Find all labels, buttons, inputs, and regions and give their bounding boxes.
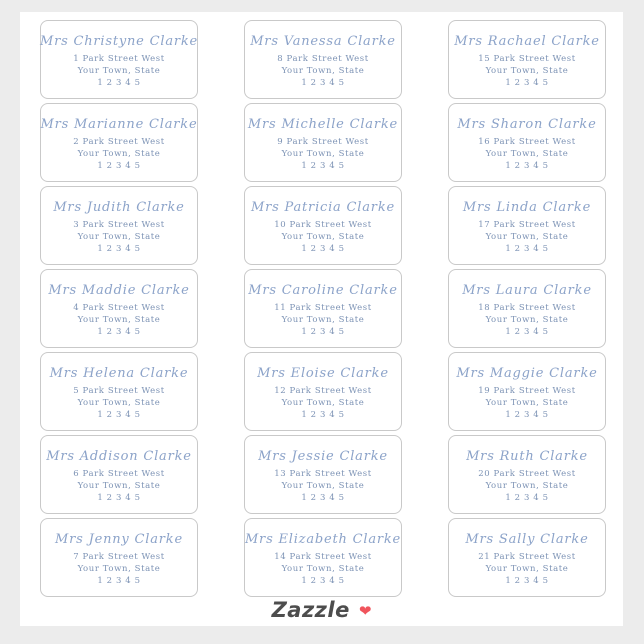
- street-line: 10 Park Street West: [274, 219, 372, 230]
- recipient-name: Mrs Laura Clarke: [462, 282, 592, 298]
- city-line: Your Town, State: [485, 480, 569, 491]
- address-label: [40, 20, 198, 99]
- recipient-name: Mrs Maggie Clarke: [456, 365, 598, 381]
- street-line: 14 Park Street West: [274, 551, 372, 562]
- address-label: [40, 352, 198, 431]
- address-label: [40, 186, 198, 265]
- address-label: [448, 20, 606, 99]
- street-line: 18 Park Street West: [478, 302, 576, 313]
- zip-line: 1 2 3 4 5: [97, 326, 141, 337]
- street-line: 13 Park Street West: [274, 468, 372, 479]
- zip-line: 1 2 3 4 5: [505, 77, 549, 88]
- recipient-name: Mrs Christyne Clarke: [39, 33, 199, 49]
- recipient-name: Mrs Jenny Clarke: [55, 531, 183, 547]
- city-line: Your Town, State: [485, 148, 569, 159]
- street-line: 8 Park Street West: [277, 53, 369, 64]
- city-line: Your Town, State: [77, 480, 161, 491]
- street-line: 6 Park Street West: [73, 468, 165, 479]
- zip-line: 1 2 3 4 5: [301, 575, 345, 586]
- street-line: 3 Park Street West: [73, 219, 165, 230]
- city-line: Your Town, State: [281, 314, 365, 325]
- street-line: 21 Park Street West: [478, 551, 576, 562]
- street-line: 20 Park Street West: [478, 468, 576, 479]
- address-label: [244, 435, 402, 514]
- city-line: Your Town, State: [77, 563, 161, 574]
- label-sheet-grid: [40, 20, 606, 597]
- zip-line: 1 2 3 4 5: [301, 243, 345, 254]
- zip-line: 1 2 3 4 5: [301, 326, 345, 337]
- zip-line: 1 2 3 4 5: [97, 492, 141, 503]
- address-label: [448, 103, 606, 182]
- recipient-name: Mrs Rachael Clarke: [454, 33, 600, 49]
- address-label: [244, 269, 402, 348]
- recipient-name: Mrs Sharon Clarke: [457, 116, 597, 132]
- label-sheet: [20, 12, 623, 626]
- recipient-name: Mrs Addison Clarke: [46, 448, 192, 464]
- address-label: [448, 269, 606, 348]
- address-label: [448, 518, 606, 597]
- city-line: Your Town, State: [281, 148, 365, 159]
- city-line: Your Town, State: [77, 148, 161, 159]
- city-line: Your Town, State: [77, 314, 161, 325]
- zip-line: 1 2 3 4 5: [97, 160, 141, 171]
- recipient-name: Mrs Patricia Clarke: [250, 199, 395, 215]
- city-line: Your Town, State: [281, 65, 365, 76]
- street-line: 7 Park Street West: [73, 551, 165, 562]
- zip-line: 1 2 3 4 5: [505, 409, 549, 420]
- city-line: Your Town, State: [281, 397, 365, 408]
- recipient-name: Mrs Eloise Clarke: [257, 365, 389, 381]
- city-line: Your Town, State: [485, 231, 569, 242]
- zip-line: 1 2 3 4 5: [97, 77, 141, 88]
- address-label: [448, 186, 606, 265]
- zazzle-logo: [20, 598, 623, 622]
- address-label: [40, 103, 198, 182]
- zip-line: 1 2 3 4 5: [97, 243, 141, 254]
- street-line: 15 Park Street West: [478, 53, 576, 64]
- heart-icon: ❤: [358, 601, 372, 620]
- street-line: 4 Park Street West: [73, 302, 165, 313]
- zip-line: 1 2 3 4 5: [301, 409, 345, 420]
- address-label: [244, 20, 402, 99]
- address-label: [448, 352, 606, 431]
- address-label: [244, 186, 402, 265]
- zip-line: 1 2 3 4 5: [505, 575, 549, 586]
- city-line: Your Town, State: [281, 231, 365, 242]
- address-label: [244, 518, 402, 597]
- address-label: [244, 103, 402, 182]
- zip-line: 1 2 3 4 5: [97, 575, 141, 586]
- street-line: 16 Park Street West: [478, 136, 576, 147]
- city-line: Your Town, State: [77, 65, 161, 76]
- recipient-name: Mrs Caroline Clarke: [248, 282, 398, 298]
- recipient-name: Mrs Jessie Clarke: [258, 448, 388, 464]
- street-line: 9 Park Street West: [277, 136, 369, 147]
- street-line: 11 Park Street West: [274, 302, 372, 313]
- city-line: Your Town, State: [485, 314, 569, 325]
- recipient-name: Mrs Vanessa Clarke: [250, 33, 396, 49]
- city-line: Your Town, State: [485, 65, 569, 76]
- address-label: [40, 518, 198, 597]
- zip-line: 1 2 3 4 5: [301, 77, 345, 88]
- city-line: Your Town, State: [485, 563, 569, 574]
- street-line: 17 Park Street West: [478, 219, 576, 230]
- street-line: 1 Park Street West: [73, 53, 165, 64]
- address-label: [40, 435, 198, 514]
- zip-line: 1 2 3 4 5: [505, 160, 549, 171]
- zip-line: 1 2 3 4 5: [97, 409, 141, 420]
- recipient-name: Mrs Michelle Clarke: [247, 116, 399, 132]
- city-line: Your Town, State: [77, 397, 161, 408]
- zip-line: 1 2 3 4 5: [505, 243, 549, 254]
- city-line: Your Town, State: [77, 231, 161, 242]
- city-line: Your Town, State: [281, 563, 365, 574]
- recipient-name: Mrs Ruth Clarke: [466, 448, 588, 464]
- street-line: 2 Park Street West: [73, 136, 165, 147]
- street-line: 19 Park Street West: [478, 385, 576, 396]
- city-line: Your Town, State: [281, 480, 365, 491]
- zip-line: 1 2 3 4 5: [505, 326, 549, 337]
- address-label: [40, 269, 198, 348]
- recipient-name: Mrs Linda Clarke: [462, 199, 592, 215]
- address-label: [244, 352, 402, 431]
- recipient-name: Mrs Elizabeth Clarke: [244, 531, 402, 547]
- zip-line: 1 2 3 4 5: [301, 160, 345, 171]
- recipient-name: Mrs Maddie Clarke: [48, 282, 190, 298]
- address-label: [448, 435, 606, 514]
- zip-line: 1 2 3 4 5: [505, 492, 549, 503]
- recipient-name: Mrs Helena Clarke: [49, 365, 189, 381]
- street-line: 5 Park Street West: [73, 385, 165, 396]
- recipient-name: Mrs Judith Clarke: [53, 199, 185, 215]
- zip-line: 1 2 3 4 5: [301, 492, 345, 503]
- recipient-name: Mrs Sally Clarke: [465, 531, 589, 547]
- street-line: 12 Park Street West: [274, 385, 372, 396]
- city-line: Your Town, State: [485, 397, 569, 408]
- zazzle-logo-text: Zazzle: [271, 598, 350, 622]
- recipient-name: Mrs Marianne Clarke: [40, 116, 198, 132]
